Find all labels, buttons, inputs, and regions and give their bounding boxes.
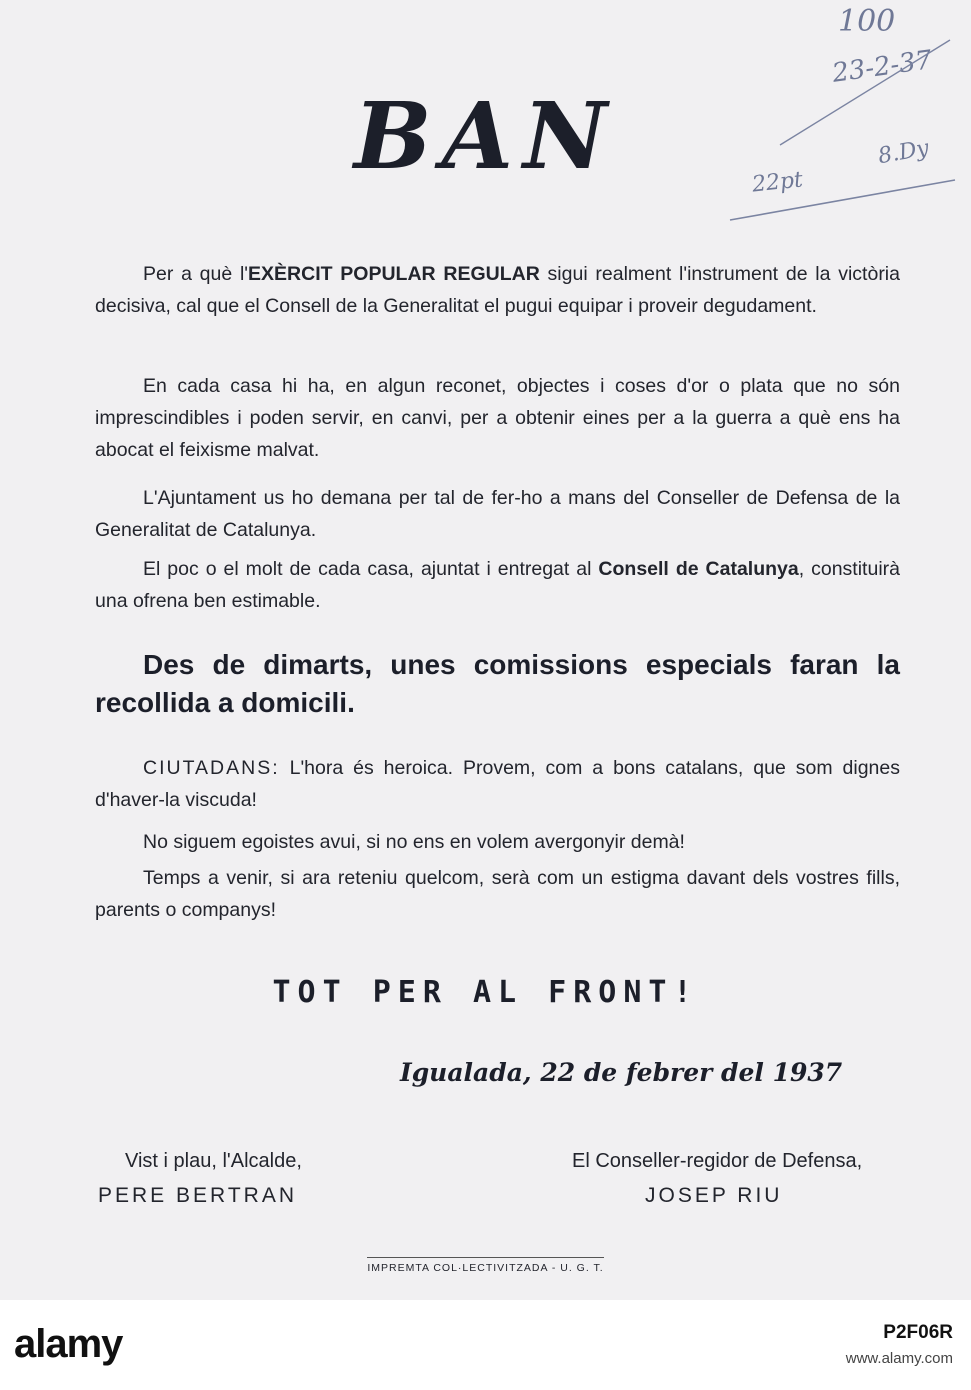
- motto: TOT PER AL FRONT!: [272, 975, 699, 1010]
- handwritten-date: 23-2-37: [830, 45, 934, 89]
- appeal-paragraph-3: Temps a venir, si ara reteniu quelcom, serà com un estigma davant dels vostres fills, parents o companys!: [95, 867, 900, 921]
- mayor-role: Vist i plau, l'Alcalde,: [125, 1150, 302, 1172]
- handwritten-initials: 8.Dy: [876, 135, 931, 170]
- councillor-role: El Conseller-regidor de Defensa,: [572, 1150, 863, 1172]
- footer-url: www.alamy.com: [845, 1350, 953, 1367]
- dateline: Igualada, 22 de febrer del 1937: [400, 1058, 843, 1087]
- image-id-code: P2F06R: [883, 1322, 953, 1343]
- paragraph-1: Per a què l'EXÈRCIT POPULAR REGULAR sigui realment l'instrument de la victòria decisiva, cal que el Consell de la Generalitat el pugui equipar i proveir degudament.: [95, 263, 900, 317]
- appeal-label: CIUTADANS:: [143, 757, 280, 779]
- councillor-name: JOSEP RIU: [645, 1184, 783, 1207]
- alamy-logo: alamy: [14, 1322, 123, 1366]
- handwritten-number: 100: [838, 4, 896, 39]
- paragraph-4: El poc o el molt de cada casa, ajuntat i entregat al Consell de Catalunya, constituirà una ofrena ben estimable.: [95, 558, 900, 612]
- collection-announcement: Des de dimarts, unes comissions especials faran la recollida a domicili.: [95, 649, 900, 718]
- paragraph-3: L'Ajuntament us ho demana per tal de fer-ho a mans del Conseller de Defensa de la Generalitat de Catalunya.: [95, 487, 900, 541]
- handwritten-price: 22pt: [750, 167, 805, 198]
- poster-title: BAN: [353, 82, 618, 190]
- printer-credit: IMPREMTA COL·LECTIVITZADA - U. G. T.: [0, 1262, 971, 1274]
- appeal-paragraph-1: CIUTADANS: L'hora és heroica. Provem, com a bons catalans, que som dignes d'haver-la viscuda!: [95, 757, 900, 811]
- mayor-name: PERE BERTRAN: [98, 1184, 297, 1207]
- appeal-paragraph-2: No siguem egoistes avui, si no ens en volem avergonyir demà!: [143, 831, 685, 853]
- paragraph-2: En cada casa hi ha, en algun reconet, objectes i coses d'or o plata que no són imprescindibles i poden servir, en canvi, per a obtenir eines per a la guerra a què ens ha abocat el feixisme malvat.: [95, 375, 900, 461]
- image-id: [846, 1320, 953, 1372]
- watermark-footer: [0, 1300, 971, 1390]
